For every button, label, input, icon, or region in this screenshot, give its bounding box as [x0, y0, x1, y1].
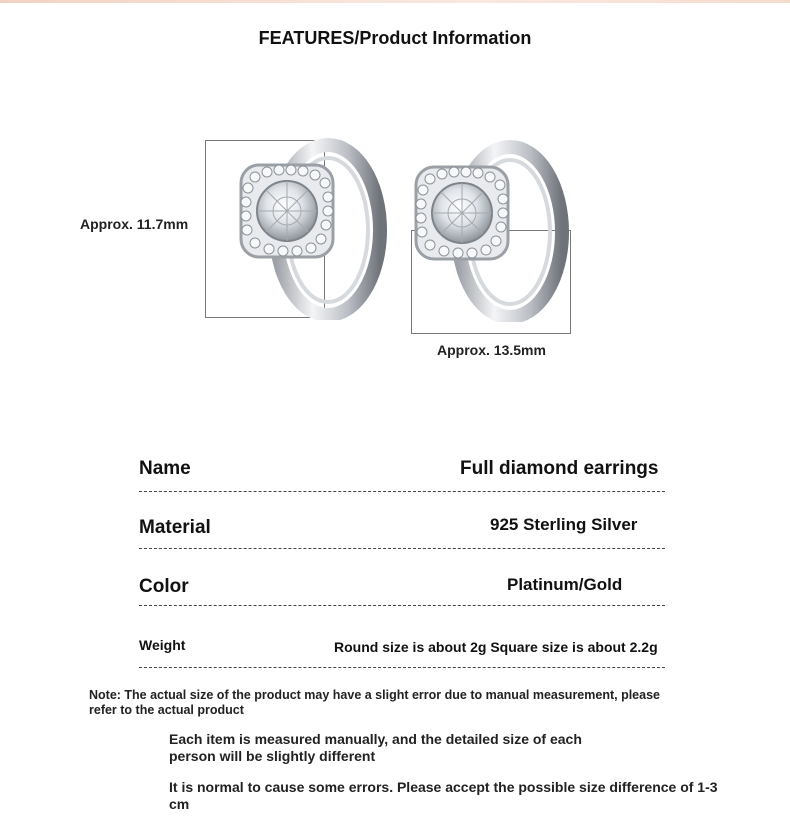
spec-label-material: Material [139, 517, 211, 538]
note-measurement: Note: The actual size of the product may have a slight error due to manual measurement, please refer to the actual product [89, 688, 660, 717]
page-title: FEATURES/Product Information [258, 28, 532, 48]
spec-value-material: 925 Sterling Silver [490, 515, 638, 534]
top-accent-line [0, 0, 790, 3]
width-dimension-label: Approx. 11.7mm [80, 216, 189, 232]
spec-label-name: Name [139, 458, 191, 479]
spec-label-color: Color [139, 576, 189, 597]
spec-value-color: Platinum/Gold [507, 575, 623, 594]
divider [139, 667, 665, 668]
product-image [205, 135, 585, 345]
earring-left-illustration [233, 135, 393, 320]
spec-label-weight: Weight [139, 637, 186, 653]
note-size-difference: It is normal to cause some errors. Please accept the possible size difference of 1-3 cm [169, 779, 718, 812]
divider [139, 605, 665, 606]
note-manual-measure: Each item is measured manually, and the detailed size of each person will be slightly different [169, 731, 582, 764]
height-dimension-label: Approx. 13.5mm [437, 342, 546, 358]
divider [139, 491, 665, 492]
earring-right-illustration [410, 137, 570, 322]
spec-value-weight: Round size is about 2g Square size is about 2.2g [334, 639, 658, 655]
divider [139, 548, 665, 549]
spec-value-name: Full diamond earrings [460, 458, 659, 479]
